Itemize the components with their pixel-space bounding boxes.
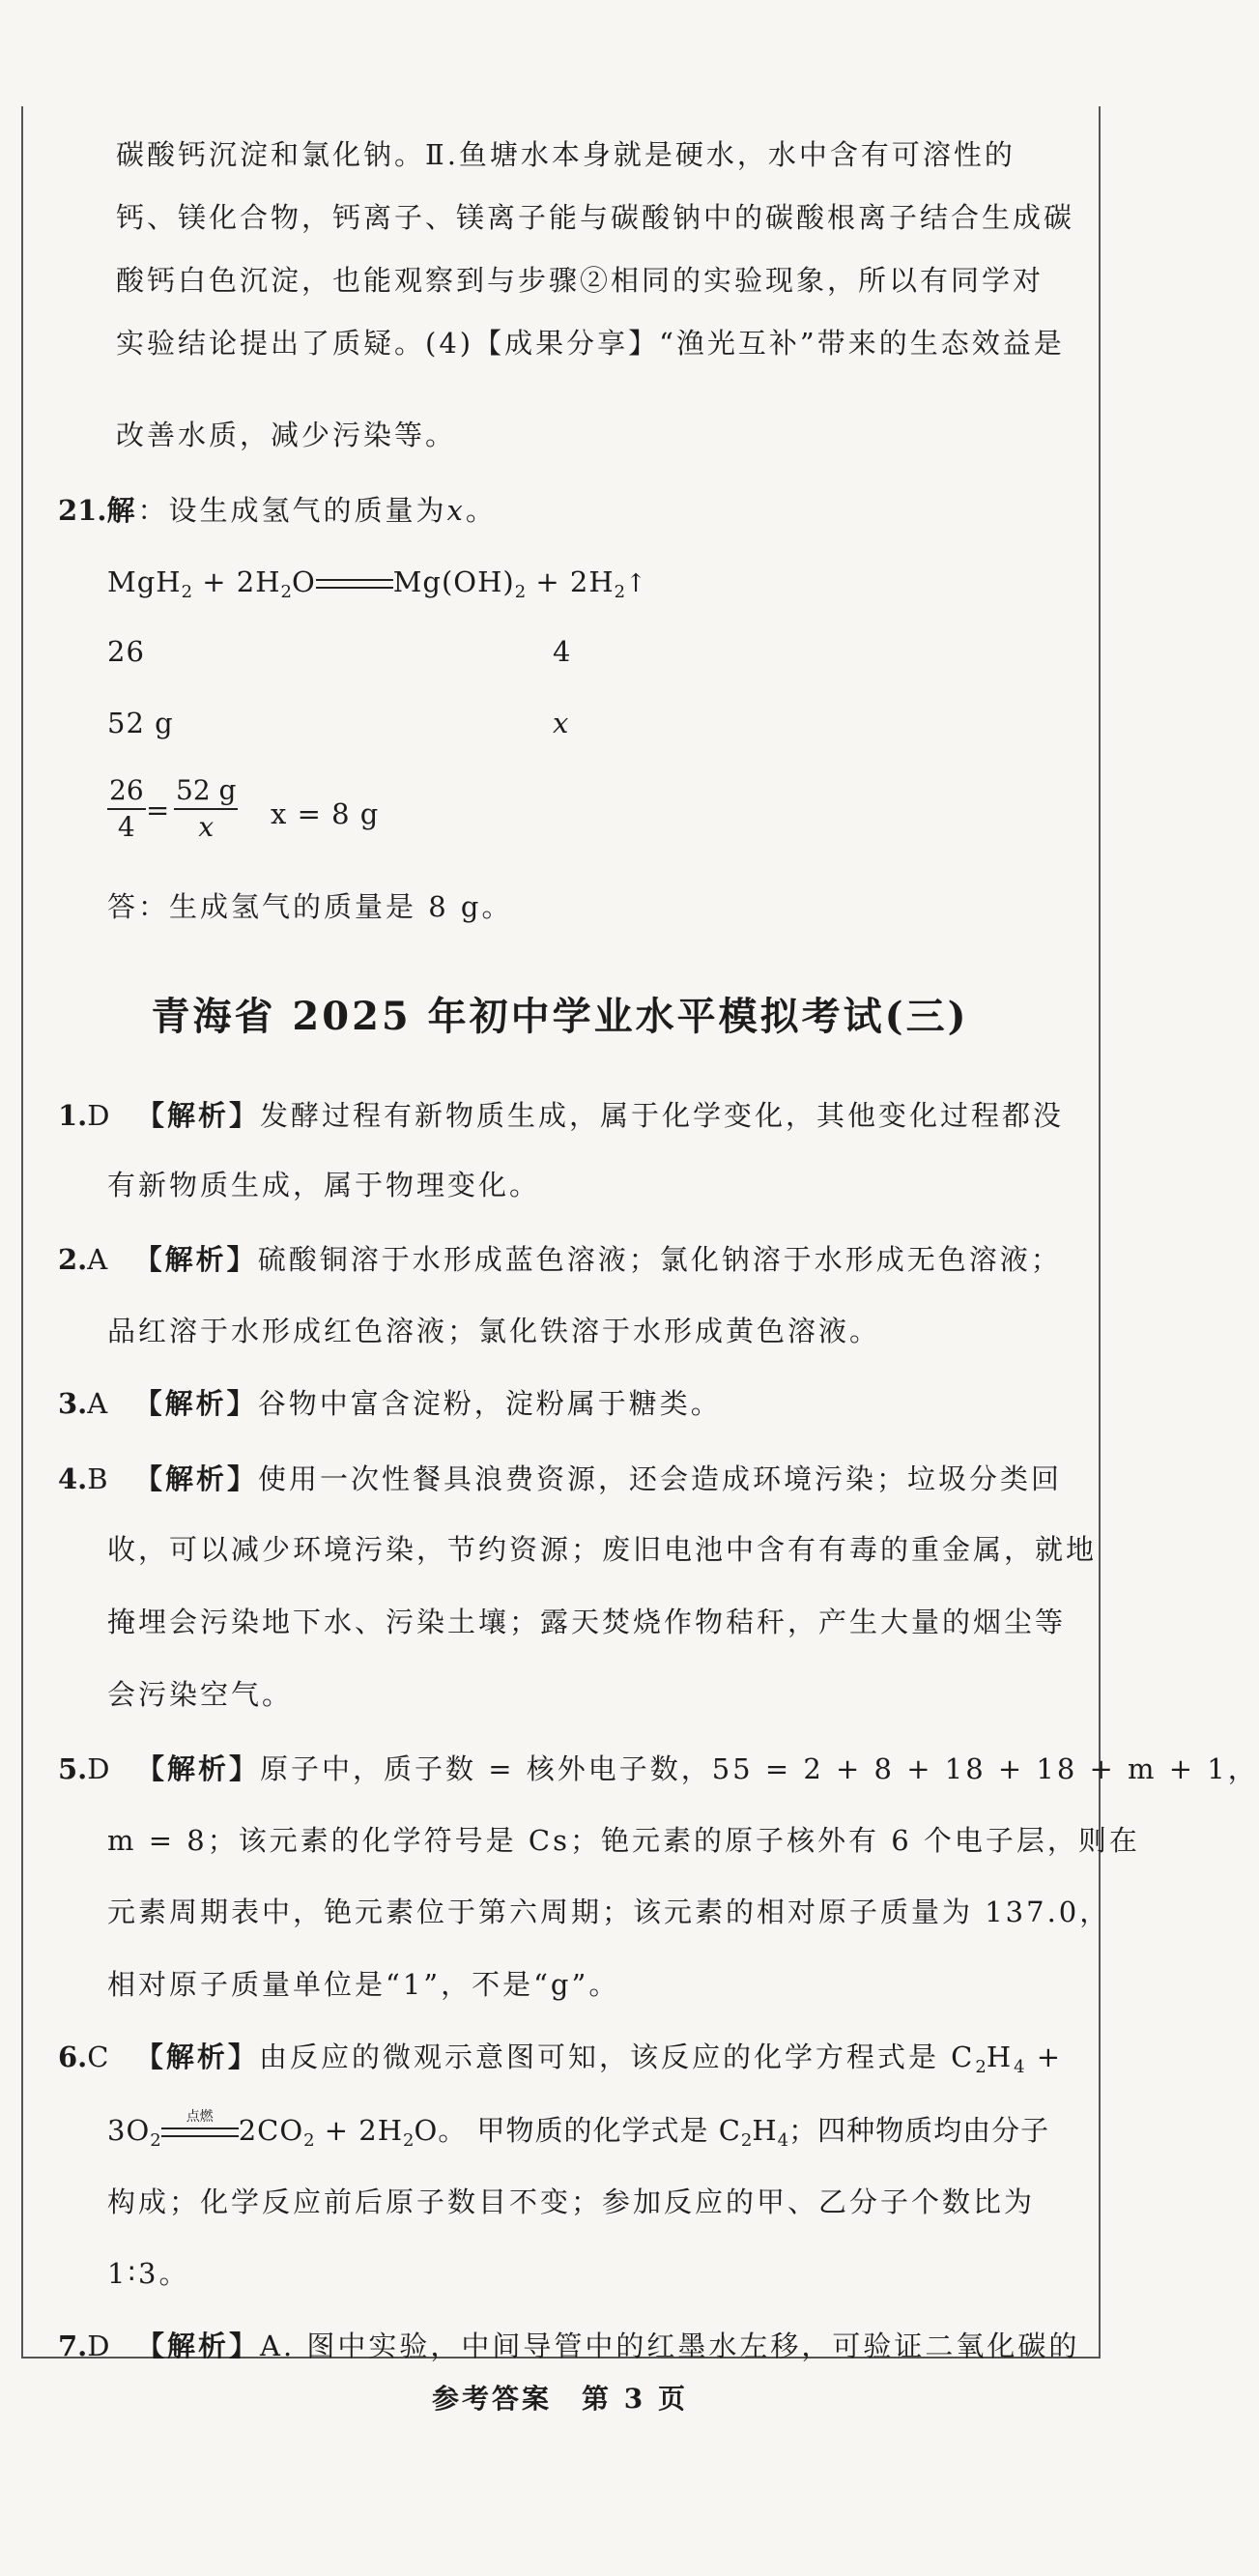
question-1 (58, 1096, 1064, 1135)
q-answer: D (87, 2330, 113, 2362)
q-sub: 4 (1014, 2057, 1025, 2077)
fraction-1 (107, 773, 146, 845)
q-number: 7. (58, 2330, 88, 2362)
q-number: 5. (58, 1752, 88, 1785)
q-text: ；四种物质均由分子 (788, 2114, 1050, 2147)
q-text: + 2H (314, 2114, 404, 2147)
text-line: 实验结论提出了质疑。(4)【成果分享】“渔光互补”带来的生态效益是 (116, 327, 1065, 360)
fraction-num: 26 (109, 774, 144, 806)
text-line: 掩埋会污染地下水、污染土壤；露天焚烧作物秸秆，产生大量的烟尘等 (107, 1606, 1067, 1638)
fraction-2 (174, 773, 238, 845)
text-line: 有新物质生成，属于物理变化。 (107, 1169, 541, 1201)
reaction-condition (161, 2111, 239, 2150)
eq-plus: + 2H (192, 565, 281, 598)
q21-mr-left: 26 (107, 635, 145, 668)
q-sub: 2 (150, 2130, 161, 2151)
question-7 (58, 2327, 1079, 2365)
fraction-num: 52 g (176, 774, 237, 806)
q-answer: D (87, 1099, 113, 1132)
q21-mass-left: 52 g (107, 707, 174, 739)
q-sub: 2 (403, 2130, 415, 2151)
q-tag: 【解析】 (135, 2330, 260, 2362)
q-tag: 【解析】 (133, 1387, 258, 1420)
q-tag: 【解析】 (135, 1099, 260, 1132)
q-answer: A (87, 1387, 111, 1420)
ratio-result: x = 8 g (271, 797, 380, 830)
question-4 (58, 1460, 1062, 1498)
question-2 (58, 1240, 1062, 1279)
q21-mr-right: 4 (553, 635, 572, 668)
text-line: 1∶3。 (107, 2257, 190, 2290)
text-line: 会污染空气。 (107, 1678, 294, 1711)
fraction-den: 4 (117, 811, 135, 843)
text-line: 碳酸钙沉淀和氯化钠。Ⅱ.鱼塘水本身就是硬水，水中含有可溶性的 (116, 138, 1016, 171)
q21-equation (107, 563, 647, 612)
q21-intro-var: x (446, 494, 466, 527)
q-sub: 2 (975, 2057, 987, 2077)
eq-sub: 2 (514, 582, 527, 602)
q-text: 2CO (238, 2114, 304, 2147)
q21-intro-text: ：设生成氢气的质量为 (137, 494, 447, 527)
eq-mgh2: MgH (107, 565, 182, 598)
question-6: 6.C 【解析】由反应的微观示意图可知，该反应的化学方程式是 $C_2H_4$ + (58, 2041, 1064, 2077)
q-answer: C (87, 2041, 112, 2073)
q-tag: 【解析】 (134, 2041, 259, 2073)
q-tag: 【解析】 (134, 1462, 259, 1495)
ratio-equals: = (146, 794, 171, 826)
q-number: 4. (58, 1462, 88, 1495)
equals-sign-icon (316, 563, 393, 601)
text-line: 元素周期表中，铯元素位于第六周期；该元素的相对原子质量为 137.0， (107, 1896, 1111, 1928)
q21-number: 21. (58, 494, 107, 527)
q-number: 1. (58, 1099, 88, 1132)
eq-sub: 2 (614, 582, 626, 602)
page-footer: 参考答案 第 3 页 (432, 2383, 688, 2415)
q-sub: 2 (740, 2130, 753, 2151)
q21-mass-right: x (553, 707, 570, 739)
text-line: 改善水质，减少污染等。 (116, 419, 457, 451)
text-line: 构成；化学反应前后原子数目不变；参加反应的甲、乙分子个数比为 (107, 2185, 1036, 2218)
eq-mgoh2: Mg(OH) (392, 565, 515, 598)
text-line: 相对原子质量单位是“1”，不是“g”。 (107, 1968, 620, 2001)
q-number: 6. (58, 2041, 88, 2073)
eq-sub: 2 (181, 582, 193, 602)
q-text: 谷物中富含淀粉，淀粉属于糖类。 (257, 1387, 722, 1420)
q21-intro (58, 491, 497, 530)
condition-label: 点燃 (186, 2109, 214, 2125)
q21-answer: 答：生成氢气的质量是 8 g。 (107, 890, 513, 923)
q-answer: D (87, 1752, 113, 1785)
q-sub: 4 (777, 2130, 789, 2151)
q21-intro-end: 。 (465, 494, 497, 527)
q-text: 硫酸铜溶于水形成蓝色溶液；氯化钠溶于水形成无色溶液； (257, 1243, 1062, 1276)
q-answer: A (87, 1243, 111, 1276)
eq-plus: + 2H (526, 565, 615, 598)
text-line: 收，可以减少环境污染，节约资源；废旧电池中含有有毒的重金属，就地 (107, 1533, 1098, 1566)
q6-equation-line: $3O_2$ 点燃 $2CO_2 + 2H_2O$。 甲物质的化学式是 $C_2H_4$；四种物质均由分子 (107, 2111, 1049, 2160)
q-text: 原子中，质子数 = 核外电子数，55 = 2 + 8 + 18 + 18 + m + 1， (260, 1752, 1259, 1785)
text-line: 酸钙白色沉淀，也能观察到与步骤②相同的实验现象，所以有同学对 (116, 264, 1044, 297)
q-text: 发酵过程有新物质生成，属于化学变化，其他变化过程都没 (260, 1099, 1065, 1132)
q-text: 由反应的微观示意图可知，该反应的化学方程式是 C (258, 2041, 976, 2073)
q-text: O。 (414, 2114, 468, 2147)
question-3 (58, 1384, 722, 1423)
q-text: 甲物质的化学式是 C (476, 2114, 741, 2147)
text-line: 品红溶于水形成红色溶液；氯化铁溶于水形成黄色溶液。 (107, 1315, 881, 1347)
right-border (1099, 106, 1101, 2359)
question-5 (58, 1750, 1259, 1788)
q-sub: 2 (303, 2130, 315, 2151)
q-answer: B (87, 1462, 111, 1495)
left-border (21, 106, 23, 2359)
eq-sub: 2 (280, 582, 292, 602)
q-tag: 【解析】 (135, 1752, 260, 1785)
eq-o: O (291, 565, 316, 598)
q-plus: + (1024, 2041, 1064, 2073)
q21-label: 解 (106, 494, 138, 527)
q-text: 使用一次性餐具浪费资源，还会造成环境污染；垃圾分类回 (258, 1462, 1063, 1495)
up-arrow-icon: ↑ (625, 569, 647, 598)
text-line: m = 8；该元素的化学符号是 Cs；铯元素的原子核外有 6 个电子层，则在 (107, 1824, 1140, 1857)
q-text: 3O (107, 2114, 151, 2147)
q-number: 2. (58, 1243, 88, 1276)
text-line: 钙、镁化合物，钙离子、镁离子能与碳酸钠中的碳酸根离子结合生成碳 (116, 201, 1075, 234)
q-number: 3. (58, 1387, 88, 1420)
q-tag: 【解析】 (133, 1243, 258, 1276)
q-text: A. 图中实验，中间导管中的红墨水左移，可验证二氧化碳的 (260, 2330, 1080, 2362)
section-title: 青海省 2025 年初中学业水平模拟考试(三) (151, 994, 969, 1039)
fraction-den: x (198, 811, 215, 843)
